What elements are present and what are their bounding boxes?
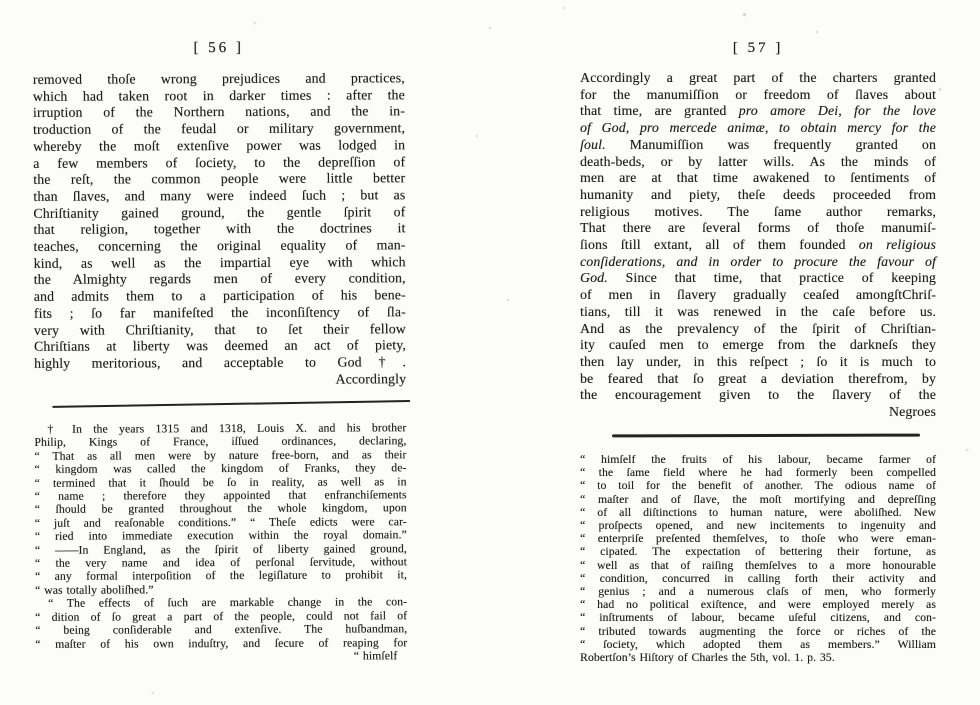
- scan-speck: [816, 31, 818, 33]
- footnote-separator-rule: [612, 434, 920, 437]
- scan-speck: [489, 27, 491, 29]
- page-57-body: [580, 70, 936, 421]
- scan-speck: [966, 449, 968, 451]
- page-56-footnote-catchword: “ himſelf: [353, 649, 398, 663]
- scan-speck: [476, 135, 478, 137]
- page-56-catchword: Accordingly: [335, 370, 407, 387]
- page-56-number: [ 56 ]: [193, 39, 244, 57]
- page-56-body-lines: removed thoſe wrong prejudices and practices, which had taken root in darker times : after the irruption of the Northern nations, and the in- troduction of the feudal or military government, whereby the moſt extenſive power was lodged in a few members of ſociety, to the depreſſion of the reſt, the common people were little better than ſlaves, and many were indeed ſuch ; but as Chriſtianity gained ground, the gentle ſpirit of that religion, together with the doctrines it teaches, concerning the original equality of man- kind, as well as the impartial eye with which the Almighty regards men of every condition, and admits them to a participation of his bene- fits ; ſo far manifeſted the inconſiſtency of ſla- very with Chriſtianity, that to ſet their fellow Chriſtians at liberty was deemed an act of piety, highly meritorious, and acceptable to God†.: [32, 70, 407, 371]
- scan-speck: [254, 22, 256, 24]
- page-57-catchword: Negroes: [888, 404, 936, 420]
- scan-speck: [563, 7, 565, 9]
- scan-speck: [152, 692, 154, 694]
- scan-speck: [507, 299, 509, 301]
- page-56-body: [33, 70, 406, 389]
- page-56: [32, 0, 407, 705]
- page-57-number: [ 57 ]: [732, 40, 784, 56]
- footnote-separator-rule: [52, 400, 410, 408]
- scan-speck: [939, 88, 941, 91]
- scan-speck: [743, 13, 746, 16]
- page-57-footnote-lines: “ himſelf the fruits of his labour, became farmer of “ the ſame field where he had formerly been compelled “ to toil for the benefit of another. The odious name of “ maſter and of ſlave, the moſt mortifying and depreſſing “ of all diſtinctions to human nature, were aboliſhed. New “ proſpects opened, and new incitements to ingenuity and “ enterpriſe preſented themſelves, to thoſe who were eman- “ cipated. The expectation of bettering their fortune, as “ well as that of raiſing themſelves to a more honourable “ condition, concurred in calling forth their activity and “ genius ; and a numerous claſs of men, who formerly “ had no political exiſtence, and were employed merely as “ inſtruments of labour, became uſeful citizens, and con- “ tributed towards augmenting the force or riches of the “ ſociety, which adopted them as members.” William Robertſon’s Hiſtory of Charles the 5th, vol. 1. p. 35.: [580, 453, 936, 665]
- page-57: [580, 0, 936, 704]
- page-57-footnote: [580, 453, 936, 664]
- page-56-footnote: [34, 421, 407, 664]
- page-56-footnote-lines: † In the years 1315 and 1318, Louis X. and his brother Philip, Kings of France, iſſued ordinances, declaring, “ That as all men were by nature free-born, and as their “ kingdom was called the kingdom of Franks, they de- “ termined that it ſhould be ſo in reality, as well as in “ name ; therefore they appointed that enfranchiſements “ ſhould be granted throughout the whole kingdom, upon “ juſt and reaſonable conditions.” “ Theſe edicts were car- “ ried into immediate execution within the royal domain.” “ ——In England, as the ſpirit of liberty gained ground, “ the very name and idea of perſonal ſervitude, without “ any formal interpoſition of the legiſlature to prohibit it, “ was totally aboliſhed.” “ The effects of ſuch are markable change in the con- “ dition of ſo great a part of the people, could not fail of “ being conſiderable and extenſive. The huſbandman, “ maſter of his own induſtry, and ſecure of reaping for: [34, 421, 408, 651]
- page-57-body-lines: Accordingly a great part of the charters granted for the manumiſſion or freedom of ſlaves about that time, are granted pro amore Dei, for the love of God, pro mercede animæ, to obtain mercy for the ſoul. Manumiſſion was frequently granted on death-beds, or by latter wills. As the minds of men are at that time awakened to ſentiments of humanity and piety, theſe deeds proceeded from religious motives. The ſame author remarks, That there are ſeveral forms of thoſe manumiſ- ſions ſtill extant, all of them founded on religious conſiderations, and in order to procure the favour of God. Since that time, that practice of keeping of men in ſlavery gradually ceaſed amongſtChriſ- tians, till it was renewed in the caſe before us. And as the prevalency of the ſpirit of Chriſtian- ity cauſed men to emerge from the darkneſs they then lay under, in this reſpect ; ſo it is much to be feared that ſo great a deviation therefrom, by the encouragement given to the ſlavery of the: [580, 70, 936, 403]
